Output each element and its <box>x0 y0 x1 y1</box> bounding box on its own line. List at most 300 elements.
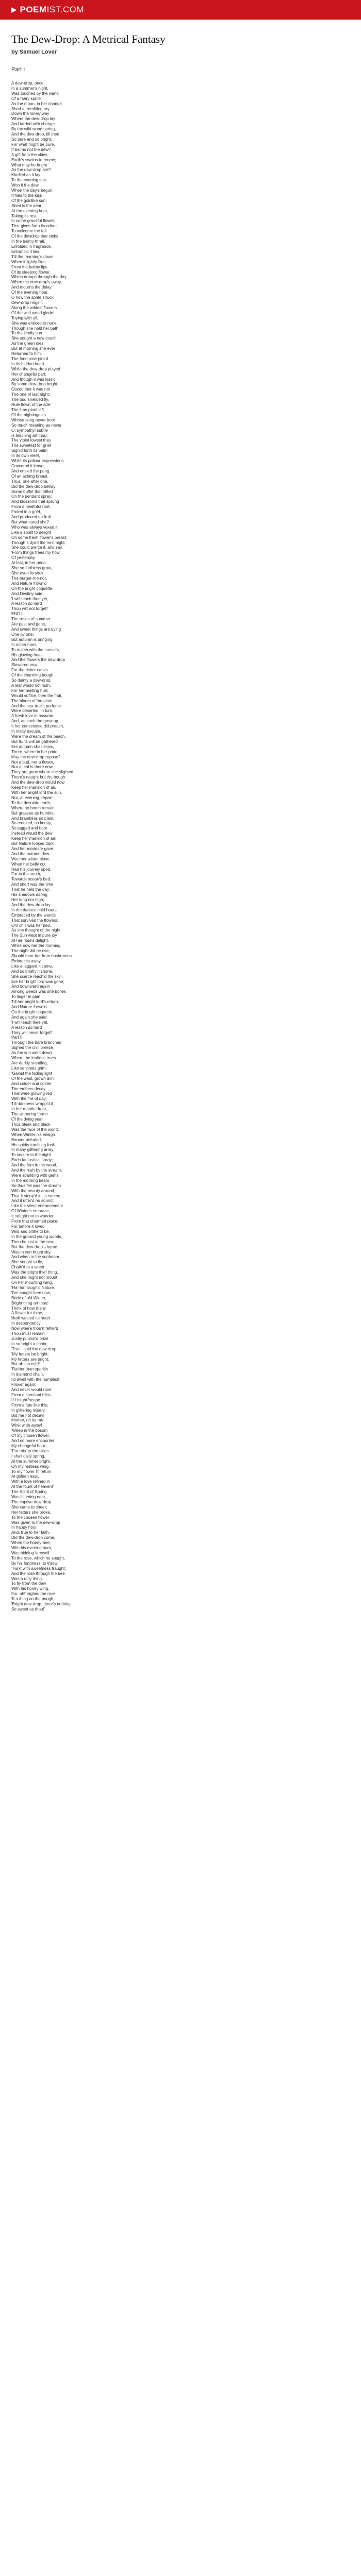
poem-line: Now where thou'rt fetter'd <box>11 1326 58 1331</box>
poem-line: Entranc'd it lies, <box>11 249 41 254</box>
poem-line: To the chosen flower <box>11 1515 50 1520</box>
poem-line: Of Winter's embrace, <box>11 1209 50 1214</box>
poem-line: A gift from the skies <box>11 152 47 157</box>
poem-line: Till darkness wrapp'd it <box>11 1101 53 1107</box>
poem-line: Of the dewdrop that sinks <box>11 234 58 239</box>
poem-line: In melty excuse, <box>11 729 41 734</box>
poem-line: Bright thing art thou! <box>11 1300 49 1306</box>
poem-line: On some fresh flower's breast; <box>11 535 68 540</box>
poem-line: And the dew-drop lay <box>11 902 51 907</box>
poem-line: Is teaching art thou; <box>11 433 48 438</box>
poem-line: And again she said: <box>11 1014 48 1020</box>
poem-line: Was the bright thief thing, <box>11 1270 58 1275</box>
poem-line: Chain'd to a weed <box>11 1265 44 1270</box>
poem-line: Oozed that it was not <box>11 387 51 392</box>
poem-line: Where no boom remain <box>11 805 55 810</box>
poem-part <box>11 66 350 617</box>
poem-line: And downward again <box>11 984 50 989</box>
poem-line: On the bright coquette, <box>11 586 54 591</box>
poem-line: Of the dying year. <box>11 1116 44 1122</box>
poem-line: They will never forget!' <box>11 1030 53 1035</box>
poem-line: Should bear her from bushrooms <box>11 953 72 958</box>
poem-line: Of my chosen flower, <box>11 1433 50 1438</box>
poem-line: And bramblies so plain, <box>11 816 55 821</box>
poem-line: At last, in her pride, <box>11 561 47 566</box>
poem-line: It sought not to wander <box>11 1214 54 1219</box>
poem-line: Till the morning's dawn, <box>11 254 55 259</box>
poem-line: And when in the sunbeam <box>11 1255 59 1260</box>
poem-line: Where the dew-drop lay <box>11 116 55 122</box>
poem-line: END II <box>11 612 24 617</box>
poem-line: Like a spoilt to delight <box>11 530 51 535</box>
poem-line: At her rose's delight. <box>11 938 49 943</box>
poem-line: 'For this' to the skies <box>11 1448 49 1453</box>
poem-line: Keep her mansion of air! <box>11 836 57 841</box>
poem-line: Embraces away, <box>11 958 42 963</box>
poem-line: Instead would the dew <box>11 831 53 836</box>
poem-line: To the desolate earth, <box>11 800 51 805</box>
poem-line: 'My fetters be bright; <box>11 1351 49 1357</box>
poem-line: To my flower I'll return <box>11 1469 52 1474</box>
poem-line: Earth's swains to renew; <box>11 157 56 162</box>
poem-line: She came to cheer; <box>11 1504 47 1510</box>
poem-line: As she thought of the night <box>11 928 61 933</box>
poem-line: His shadows daring <box>11 892 47 897</box>
poem-line: In despondency; <box>11 1321 42 1326</box>
poem-line: When Winter his ensign <box>11 1132 55 1137</box>
poem-line: The captive dew-drop <box>11 1499 51 1504</box>
poem-line: Was in yon bright sky, <box>11 1249 52 1255</box>
poem-line: May the dew-drop repose? <box>11 754 61 759</box>
poem-line: Wink wide away! <box>11 1423 42 1428</box>
poem-line: Taking its rest <box>11 213 37 218</box>
poem-line: A lesson so hard <box>11 1025 42 1030</box>
poem-line: To the rose, which he sought, <box>11 1555 65 1561</box>
poem-line: 'Twixt with sweetness fraught; <box>11 1566 66 1571</box>
poem-line: For, oh!' sighed the rose, <box>11 1591 57 1597</box>
poem-line: But what cared she? <box>11 519 49 524</box>
poem-line: So thus fell was the stream <box>11 1183 61 1188</box>
poem-line: In happy hour, <box>11 1525 38 1530</box>
poem-line: A fresh love to assume, <box>11 714 55 719</box>
poem-line: As the moon, in her change, <box>11 101 63 106</box>
poem-line: Bride of old Winter, <box>11 1295 46 1300</box>
poem-line: Toying with all, <box>11 315 39 320</box>
poem-line: Had his journey sped, <box>11 867 52 872</box>
poem-line: A flower for thine, <box>11 1311 43 1316</box>
poem-line: A leaf would not rush, <box>11 683 51 688</box>
poem-line: While its pallour expressions <box>11 459 64 464</box>
poem-line: The withering forms <box>11 1112 48 1117</box>
poem-line: In its hidden heart <box>11 361 44 366</box>
poem-line: In richer hues, <box>11 642 38 647</box>
poem-line: 'I will teach thee yet, <box>11 1020 48 1025</box>
poem-line: 'I will teach thee yet, <box>11 596 48 601</box>
poem-line: She was enticed to none; <box>11 320 58 326</box>
poem-line: With her bright lord the sun, <box>11 790 62 795</box>
poem-line: Thou must remain, <box>11 1331 46 1336</box>
poem-line: Of the wild wood glade! <box>11 310 55 315</box>
poem-line: It flies to the kiss <box>11 193 42 198</box>
poem-line: That survived the flowers; <box>11 918 59 923</box>
poem-line: She sought to fly, <box>11 1260 43 1265</box>
poem-line: Wild and blithe to be, <box>11 1229 50 1234</box>
poem-line: So much meaning as never <box>11 422 62 428</box>
poem-line: At the evening hour, <box>11 208 48 213</box>
poem-line: So crooked, so knotty, <box>11 821 52 826</box>
poem-line: By the wild wood spring, <box>11 127 56 132</box>
poem-line: For what might be pure, <box>11 142 55 147</box>
poem-line: Dew-drop rings it <box>11 300 43 305</box>
poem-line: What may be bright <box>11 162 47 167</box>
poem-line: Part III <box>11 1035 24 1040</box>
poem-line: The one of last night; <box>11 392 50 397</box>
poem-line: Was listening near, <box>11 1495 46 1500</box>
poem-line: Though she held her bath <box>11 326 59 331</box>
poem-line: Kindled as it lay <box>11 173 41 178</box>
poem-line: Was touched by the wand <box>11 91 59 96</box>
poem-line: Mother, oh let me <box>11 1418 43 1423</box>
poem-line: For her melting hue; <box>11 688 48 693</box>
poem-line: Who was always vexed it, <box>11 524 59 530</box>
poem-line: As the green dies, <box>11 341 45 346</box>
poem-line: Shed is the dear <box>11 203 42 208</box>
poem-part <box>11 1040 350 1612</box>
poem-content <box>0 20 361 1612</box>
poem-line: As the sun went down <box>11 1050 52 1056</box>
poem-line: With his evening hum, <box>11 1546 52 1551</box>
poem-line: Thus, one after one, <box>11 479 48 484</box>
poem-line: Are past and gone, <box>11 622 46 627</box>
poem-line: To secure to the night <box>11 1153 51 1158</box>
poem-part <box>11 617 350 1040</box>
poem-line: If I might 'scape <box>11 1397 40 1402</box>
poem-line: Of the charming bough <box>11 673 54 678</box>
logo-mark-icon: ▶ <box>11 6 17 13</box>
poem-line: His glowing hues; <box>11 652 44 657</box>
poem-line: On her mounting wing. <box>11 1280 53 1285</box>
poem-line: 'Gainst the fading light <box>11 1071 52 1076</box>
poem-line: Were the dream of the peach. <box>11 734 66 739</box>
poem-line: Of its sleeping flower, <box>11 269 51 275</box>
poem-line: 'If a thing on the bough, <box>11 1597 55 1602</box>
poem-line: So dainty a dew-drop, <box>11 678 52 683</box>
poem-line: 'Rather than sparkle <box>11 1367 48 1372</box>
poem-line: On the pendant spray; <box>11 494 53 499</box>
poem-line: Sighed the chill breeze, <box>11 1045 55 1050</box>
poem-line: For the richer canvs <box>11 668 48 673</box>
poem-line: Thou wilt not forget!' <box>11 606 48 612</box>
poem-line: And tarried with change <box>11 122 55 127</box>
poem-line: The embers decay <box>11 1086 46 1091</box>
poem-line: She sought a new couch <box>11 336 57 341</box>
poem-line: And the fern in the wood, <box>11 1163 57 1168</box>
poem-line: Justly punish'd prize <box>11 1336 48 1341</box>
poem-body <box>11 66 350 1612</box>
poem-line: But fruits will be gathered <box>11 739 58 744</box>
poem-line: To match with the sunsets, <box>11 647 60 652</box>
poem-line: That it stopp'd in its course, <box>11 1193 62 1198</box>
logo-text-bold: POEM <box>20 5 47 14</box>
poem-line: 'Weep in the bosom <box>11 1428 48 1433</box>
poem-line: Keep her mansion of air, <box>11 785 56 790</box>
poem-author: by Samuel Lover <box>11 49 57 55</box>
poem-line: And the rose through the bee <box>11 1571 65 1576</box>
poem-line: Were deserted, in turn, <box>11 708 54 714</box>
poem-line: To the evening star. <box>11 178 47 183</box>
site-logo[interactable] <box>11 5 84 15</box>
poem-line: With a love refined in <box>11 1479 50 1484</box>
poem-line: The sweetest for grief <box>11 443 51 448</box>
poem-line: Faded in a grief, <box>11 510 41 515</box>
poem-line: Was the face of the world, <box>11 1127 59 1132</box>
poem-line: With the fire of day; <box>11 1096 47 1101</box>
poem-line: But ah, so cold! <box>11 1362 40 1367</box>
poem-line: And mourns the delay <box>11 285 52 290</box>
poem-line: Not a bud, nor a flower, <box>11 759 54 765</box>
poem-line: In glittering misery <box>11 1408 45 1413</box>
poem-line: Hath wasted its heart <box>11 1316 51 1321</box>
poem-line: That gives forth its odour, <box>11 224 58 229</box>
poem-line: Her fetters she broke, <box>11 1510 51 1515</box>
poem-line: That he held the day, <box>11 887 50 892</box>
poem-line: Would suffice, then the fruit, <box>11 693 62 698</box>
poem-line: Of the west, grown dim: <box>11 1076 55 1081</box>
poem-line: Banner unfurled, <box>11 1137 42 1142</box>
poem-line: The night did he rise, <box>11 948 50 954</box>
poem-title: The Dew-Drop: A Metrical Fantasy <box>11 33 166 45</box>
poem-line: Among weeds was she borne, <box>11 989 67 994</box>
poem-line: But at morning she ever <box>11 346 55 351</box>
poem-line: When it lightly flies <box>11 259 46 264</box>
poem-line: Did the dew-drop come, <box>11 1535 55 1540</box>
poem-line: Flower again; <box>11 1382 37 1387</box>
poem-line: On my restless wing, <box>11 1464 50 1469</box>
poem-line: In a summer's night, <box>11 86 48 91</box>
poem-line: Was a rally thing, <box>11 1576 43 1581</box>
poem-line: But Nature looked dark, <box>11 841 55 846</box>
poem-line: With his honey wing, <box>11 1586 50 1591</box>
poem-line: Was her winter slave. <box>11 856 51 861</box>
poem-line: For in the south, <box>11 872 41 877</box>
logo-text-thin: IST.COM <box>46 5 85 14</box>
poem-line: And though it was kiss'd <box>11 377 56 382</box>
poem-line: My fetters are bright; <box>11 1357 50 1362</box>
poem-line: In the balmy thrall, <box>11 239 45 244</box>
poem-line: I'd dwell with the humblest <box>11 1377 60 1382</box>
poem-line: In her mantle drear, <box>11 1107 47 1112</box>
poem-line: Till her bright lord's return. <box>11 999 59 1005</box>
poem-line: If bairns not the dew? <box>11 147 51 152</box>
poem-line: In the morning beam. <box>11 1178 51 1183</box>
poem-line: 'Bright dew-drop, there's nothing <box>11 1602 71 1607</box>
poem-line: And the rush by the stream, <box>11 1168 62 1173</box>
poem-line: And so briefly it shone, <box>11 969 53 974</box>
poem-line: From a healthful root, <box>11 504 51 510</box>
poem-line: And, as each the grew up, <box>11 719 59 724</box>
poem-line: And her mandate gave, <box>11 846 55 851</box>
poem-line: And the autumn dew <box>11 851 50 856</box>
poem-line: That were glowing red <box>11 1091 52 1096</box>
poem-line: Concernd it leave, <box>11 463 45 468</box>
poem-line: In its own relief, <box>11 453 40 459</box>
poem-line: When the honey-bee, <box>11 1540 51 1546</box>
poem-line: So pure and so bright, <box>11 137 52 142</box>
poem-line: And envied the pang <box>11 468 50 473</box>
poem-line: The bloom of the plum <box>11 698 53 703</box>
poem-line: When the day's begun, <box>11 188 54 193</box>
poem-line: And the flowers the dew-drop <box>11 657 65 663</box>
poem-line: Like a laggard it came, <box>11 963 53 969</box>
poem-line: To fly from the dew <box>11 1581 46 1586</box>
poem-line: Though it dyed the next night, <box>11 540 66 545</box>
poem-line: Ere autumn shall show, <box>11 744 54 749</box>
poem-line: Thus bleak and black <box>11 1122 51 1127</box>
poem-line: And she might not mount <box>11 1275 57 1280</box>
poem-line: Of the goldlike sun; <box>11 198 47 203</box>
poem-line: They are gone whom she slighted- <box>11 770 75 775</box>
poem-line: She even forsook <box>11 571 44 575</box>
poem-line: Was bidding farewell <box>11 1551 50 1555</box>
poem-line: Through the bare branches <box>11 1040 61 1045</box>
poem-line: In the ground young woods, <box>11 1234 62 1239</box>
poem-line: So jagged and bare <box>11 826 47 831</box>
poem-line: And Destiny said, <box>11 591 44 596</box>
poem-line: O, sympathy! subtle <box>11 428 48 433</box>
poem-line: Were sparkling with gems <box>11 1173 59 1178</box>
poem-line: To welcome the fall <box>11 229 47 234</box>
poem-line: But grassee as humble, <box>11 810 55 816</box>
poem-line: 'Ha! ha!' laugh'd Nature, <box>11 1285 56 1290</box>
poem-line: Nor a leaf is there now, <box>11 765 54 770</box>
poem-line: Then be lost in the sea; <box>11 1239 55 1244</box>
poem-line: Returned to him. <box>11 351 42 357</box>
poem-line: And no more encounter <box>11 1438 55 1444</box>
poem-line: Of an aching breast. <box>11 473 49 479</box>
poem-line: From a constant bliss, <box>11 1392 52 1397</box>
poem-line: Her changeful part; <box>11 371 47 377</box>
poem-line: By his fondness, to throw <box>11 1561 58 1566</box>
poem-line: Where the leafless trees <box>11 1056 56 1061</box>
poem-line: Of yesterday.' <box>11 555 37 561</box>
poem-line: And blossoms that sprung <box>11 499 59 504</box>
poem-line: But the dew-drop's home <box>11 1244 57 1249</box>
poem-line: For before it loved <box>11 1224 45 1229</box>
poem-line: Each fantastical spray; <box>11 1158 53 1163</box>
poem-line: She scarce reach'd the sky <box>11 974 61 979</box>
poem-line: And colder and colder <box>11 1081 52 1086</box>
poem-line: She could pierce it, and say, <box>11 545 63 550</box>
poem-line: In diamond chain, <box>11 1372 44 1377</box>
poem-line: 'I've caught thee now; <box>11 1290 51 1295</box>
poem-line: The Spirit of Spring <box>11 1489 47 1495</box>
poem-line: In many glittering array, <box>11 1147 54 1153</box>
poem-line: Of the nightingales <box>11 412 46 417</box>
poem-line: Did the dew-drop betray <box>11 484 56 489</box>
poem-line: Slowered now <box>11 663 38 668</box>
part-title: Part I <box>11 66 25 73</box>
poem-line: His spirits tumbling forth <box>11 1142 56 1147</box>
poem-line: From a fate like this; <box>11 1402 49 1408</box>
poem-line: There, where in her pride <box>11 749 58 754</box>
poem-line: When her belly cut <box>11 861 46 867</box>
poem-line: Enfolded in fragrance, <box>11 244 52 249</box>
poem-line: From that charmèd place; <box>11 1219 59 1224</box>
poem-line: Won it the dew <box>11 183 39 188</box>
poem-line: One by one; <box>11 632 34 637</box>
poem-line: Some buffet that trifled <box>11 489 53 494</box>
poem-line: Rule flown of the ade; <box>11 402 52 408</box>
poem-line: And it utter'd no sound; <box>11 1198 54 1204</box>
poem-line: But autumn is bringing, <box>11 637 54 642</box>
poem-line: The burger-me-not; <box>11 575 47 581</box>
poem-line: At the summer bright, <box>11 1459 51 1464</box>
poem-line: Bid me not decay! <box>11 1413 45 1418</box>
poem-line: While the dew-drop played <box>11 366 60 371</box>
poem-line: There's naught but the bough. <box>11 775 67 780</box>
poem-line: Embraced by the wands <box>11 912 56 918</box>
poem-line: And Nature frown'd <box>11 1005 47 1010</box>
poem-line: The violet lowest they <box>11 438 51 443</box>
poem-line: Of the evening hour. <box>11 290 49 295</box>
poem-line: Down the lonely way <box>11 111 50 116</box>
poem-line: Oh! chill was her bed, <box>11 923 51 928</box>
poem-line: And sweet things are dying <box>11 626 61 632</box>
poem-line: Her long nor high; <box>11 897 44 902</box>
poem-line: A lesson so hard <box>11 601 42 606</box>
poem-line: Shed a trembling ray <box>11 106 50 111</box>
poem-line: A dew-drop, once, <box>11 81 45 86</box>
poem-line: To the kindly sun. <box>11 331 43 336</box>
poem-line: It her conscience did preach, <box>11 724 64 729</box>
poem-line: The bud shielded fly, <box>11 397 50 402</box>
poem-line: And Nature frown'd <box>11 581 47 586</box>
poem-line: As the dew-drop are? <box>11 167 51 173</box>
poem-line: Along the wildest flowers <box>11 305 57 310</box>
poem-line: O how the sprite struck <box>11 295 54 300</box>
poem-line: So sweet as thou!' <box>11 1606 45 1612</box>
poem-line: The Sun wept in pure joy <box>11 933 57 938</box>
poem-line: And produced no fruit. <box>11 515 52 520</box>
poem-line: Like the silent entrancement <box>11 1204 63 1209</box>
site-header <box>0 0 361 20</box>
poem-line: And, true to her faith, <box>11 1530 50 1535</box>
poem-line: At golden east, <box>11 1474 39 1479</box>
poem-line: And short was the time <box>11 882 54 887</box>
poem-line: The roses of summer <box>11 617 51 622</box>
poem-line: At the fount of heaven!' <box>11 1484 54 1489</box>
poem-line: Towards ocean's bed; <box>11 877 52 882</box>
poem-line: She so forthless grow, <box>11 566 52 571</box>
poem-line: And the dew-drop would now <box>11 780 65 785</box>
poem-line: Think of how many <box>11 1306 46 1311</box>
poem-line: The lime plant left <box>11 408 44 412</box>
poem-line: My changeful hour; <box>11 1443 47 1448</box>
poem-line: Nor, at evening, repair <box>11 795 52 800</box>
poem-line: 'True,' said the dew-drop, <box>11 1346 58 1351</box>
poem-line: When the dew-drop's away, <box>11 280 62 285</box>
poem-line: Like sentinels grim, <box>11 1065 47 1071</box>
poem-line: Which droops through the day <box>11 275 67 280</box>
poem-line: 'From things frees my how <box>11 550 60 555</box>
poem-line: From the balmy lips <box>11 264 47 269</box>
poem-line: Whose song never bore <box>11 417 55 422</box>
poem-line: And the sea-tree's perfume <box>11 703 61 708</box>
poem-line: Of a faëry sprite; <box>11 96 42 101</box>
poem-line: On the bright coquette, <box>11 1009 54 1014</box>
poem-line: In some graceful flower; <box>11 218 55 224</box>
poem-line: Are darkly standing, <box>11 1061 48 1065</box>
